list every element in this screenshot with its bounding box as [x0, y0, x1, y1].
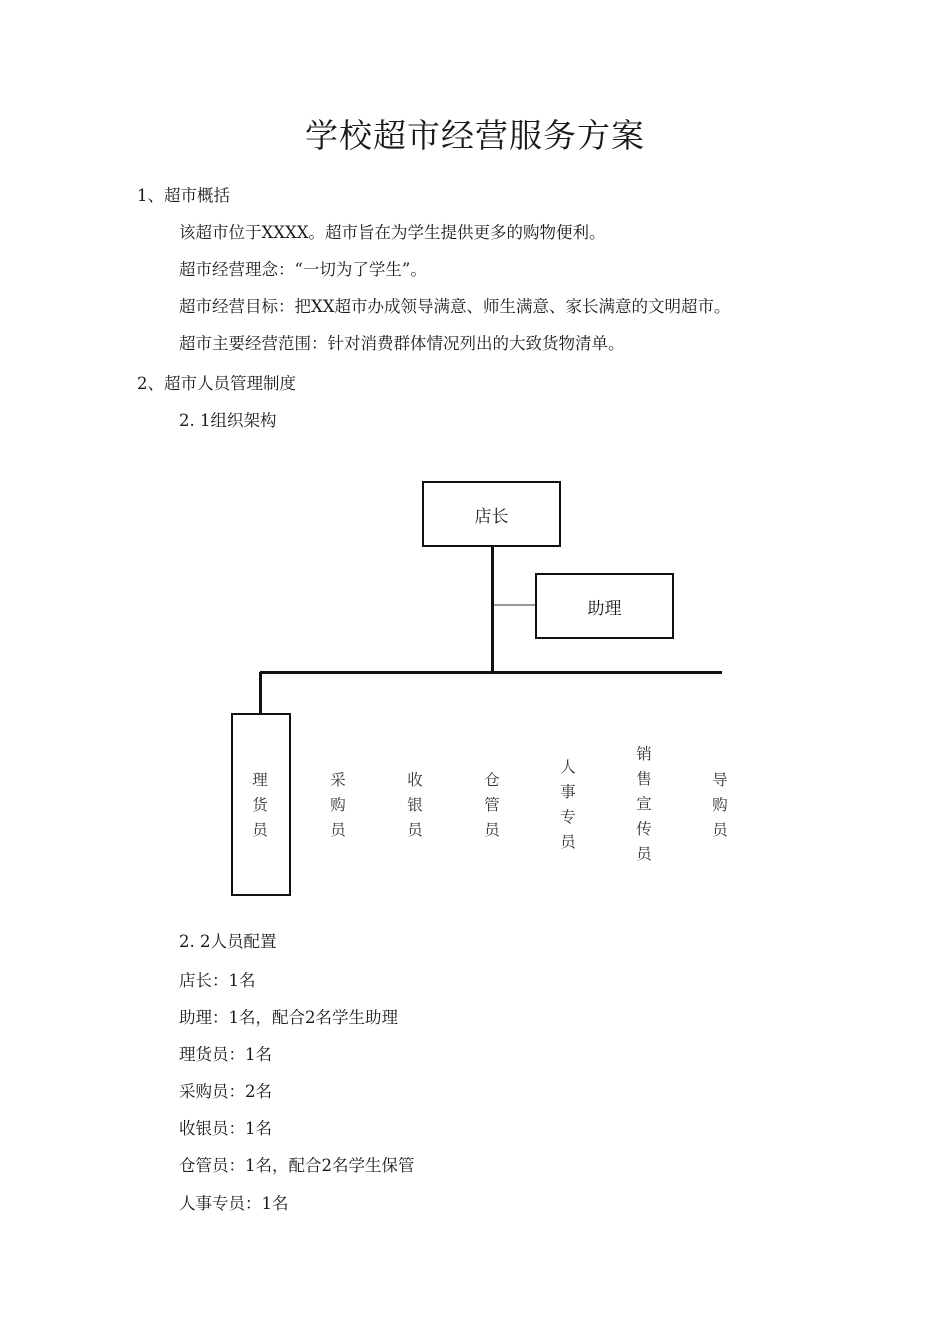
- org-staff-sales-promo: [632, 742, 656, 867]
- org-connector-horizontal: [260, 671, 722, 674]
- org-staff-char: 员: [330, 821, 346, 839]
- staffing-item: 仓管员：1名，配合2名学生保管: [179, 1156, 415, 1175]
- section-1-heading: 1、超市概括: [137, 186, 230, 205]
- org-staff-char: 员: [252, 821, 268, 839]
- org-staff-char: 员: [484, 821, 500, 839]
- org-staff-char: 购: [712, 796, 728, 814]
- org-staff-char: 仓: [484, 771, 500, 789]
- subsection-staffing-heading: 2. 2人员配置: [179, 932, 277, 951]
- org-staff-purchaser: [326, 768, 350, 843]
- staffing-item: 采购员：2名: [179, 1082, 272, 1101]
- org-staff-hr: [556, 755, 580, 855]
- org-staff-char: 员: [560, 833, 576, 851]
- org-staff-char: 销: [636, 745, 652, 763]
- org-staff-char: 理: [252, 771, 268, 789]
- org-staff-char: 管: [484, 796, 500, 814]
- section-1-paragraph: 超市主要经营范围：针对消费群体情况列出的大致货物清单。: [179, 334, 625, 353]
- org-staff-warehouse: [480, 768, 504, 843]
- org-staff-char: 员: [712, 821, 728, 839]
- org-staff-char: 专: [560, 808, 576, 826]
- staffing-item: 助理：1名，配合2名学生助理: [179, 1008, 398, 1027]
- org-staff-char: 售: [636, 770, 652, 788]
- org-connector-assistant: [494, 604, 536, 606]
- staffing-item: 收银员：1名: [179, 1119, 272, 1138]
- section-1-paragraph: 该超市位于XXXX。超市旨在为学生提供更多的购物便利。: [179, 223, 606, 242]
- section-1-paragraph: 超市经营目标：把XX超市办成领导满意、师生满意、家长满意的文明超市。: [179, 297, 731, 316]
- org-connector-drop: [259, 672, 262, 714]
- org-staff-char: 事: [560, 783, 576, 801]
- org-staff-char: 员: [407, 821, 423, 839]
- org-node-label: 店长: [474, 506, 509, 527]
- org-staff-guide: [708, 768, 732, 843]
- org-staff-char: 购: [330, 796, 346, 814]
- org-staff-char: 收: [407, 771, 423, 789]
- section-2-heading: 2、超市人员管理制度: [137, 374, 296, 393]
- org-connector-vertical: [491, 545, 494, 673]
- org-staff-char: 传: [636, 820, 652, 838]
- staffing-item: 理货员：1名: [179, 1045, 272, 1064]
- org-staff-char: 导: [712, 771, 728, 789]
- org-staff-cashier: [403, 768, 427, 843]
- section-1-paragraph: 超市经营理念：“一切为了学生”。: [179, 260, 427, 279]
- org-node-store-manager: [422, 481, 561, 547]
- document-title: 学校超市经营服务方案: [305, 116, 645, 155]
- subsection-org-structure-heading: 2. 1组织架构: [179, 411, 277, 430]
- org-staff-char: 采: [330, 771, 346, 789]
- org-staff-char: 员: [636, 845, 652, 863]
- org-staff-char: 宣: [636, 795, 652, 813]
- org-staff-stocker: [248, 768, 272, 843]
- org-staff-char: 货: [252, 796, 268, 814]
- org-staff-char: 人: [560, 758, 576, 776]
- staffing-item: 人事专员：1名: [179, 1194, 289, 1213]
- org-node-label: 助理: [587, 598, 622, 619]
- staffing-item: 店长：1名: [179, 971, 256, 990]
- org-node-assistant: [535, 573, 674, 639]
- org-staff-char: 银: [407, 796, 423, 814]
